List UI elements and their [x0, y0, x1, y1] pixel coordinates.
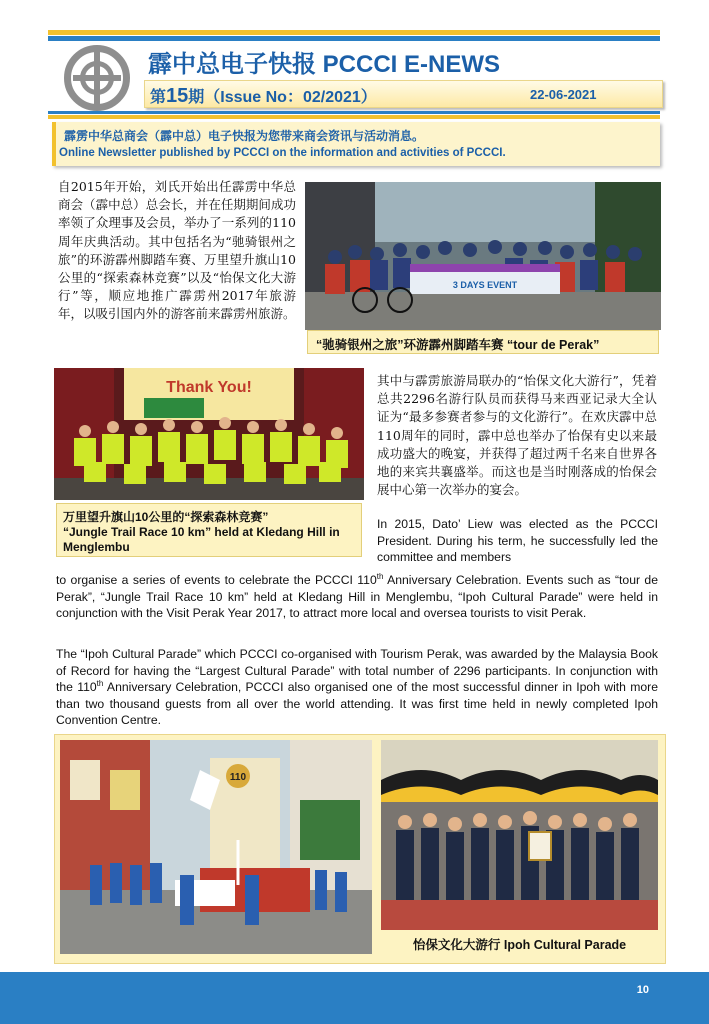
issue-number: 第15期（Issue No：02/2021） — [150, 85, 377, 107]
article-zh-paragraph-1: 自2015年开始，刘氏开始出任霹雳中华总商会（霹中总）总会长，并在任期期间成功率领了众理事及会员，举办了一系列的110周年庆典活动。其中包括名为“驰骑银州之旅”的环游霹州脚踏车赛、万里望升旗山10公里的“探索森林竞赛”以及“怡保文化大游行”等，顺应地推广霹雳州2017年旅游年，以吸引国内外的游客前来霹雳州旅游。 — [58, 179, 296, 322]
parade-street-photo — [60, 740, 372, 954]
mid-yellow-band — [48, 115, 660, 119]
newsletter-title: 霹中总电子快报 PCCCI E-NEWS — [148, 51, 501, 78]
top-blue-band — [48, 36, 660, 41]
parade-caption — [381, 930, 658, 954]
page-number: 10 — [636, 984, 649, 996]
article-en-paragraph-1b: to organise a series of events to celebrate the PCCCI 110th Anniversary Celebration. Events such as “tour de Perak”, “Jungle Trail Race 10 km” held at Kledang Hill in Menglembu, “Ipoh Cultural Parade” were held in conjunction with the Visit Perak Year 2017, to attract more local and oversea tourists to visit Perak. — [56, 571, 658, 620]
footer-band — [0, 972, 709, 1024]
jungle-banner-text: Thank You! — [166, 379, 252, 396]
parade-float-number: 110 — [229, 772, 247, 783]
jungle-caption-en: “Jungle Trail Race 10 km” held at Kledang Hill in Menglembu — [63, 525, 340, 554]
article-en-paragraph-2: The “Ipoh Cultural Parade” which PCCCI co-organised with Tourism Perak, was awarded by the Malaysia Book of Record for having the “Largest Cultural Parade” with total number of 2296 participants. In conjunction with the 110th Anniversary Celebration, PCCCI also organised one of the most successful dinner in Ipoh with more than two thousand guests from all over the world attending. It was first time held in newly completed Ipoh Convention Centre. — [56, 647, 658, 727]
parade-caption-text: 怡保文化大游行 Ipoh Cultural Parade — [412, 938, 627, 952]
pcci-logo — [64, 45, 130, 111]
intro-english: Online Newsletter published by PCCCI on the information and activities of PCCCI. — [59, 147, 506, 159]
mid-blue-band — [48, 111, 660, 114]
tour-banner-text: 3 DAYS EVENT — [452, 280, 518, 290]
jungle-trail-race-caption — [56, 503, 362, 557]
parade-award-photo — [381, 740, 658, 930]
top-yellow-band — [48, 30, 660, 35]
article-zh-paragraph-2: 其中与霹雳旅游局联办的“怡保文化大游行”，凭着总共2296名游行队员而获得马来西亚记录大全认证为“最多参赛者参与的文化游行”。在欢庆霹中总110周年的同时，霹中总也举办了怡保有史以来最成功盛大的晚宴，并获得了超过两千名来自世界各地的来宾共襄盛举。而这也是当时刚落成的怡保会展中心第一次举办的宴会。 — [377, 373, 657, 498]
jungle-trail-race-photo — [54, 368, 364, 500]
intro-chinese: 霹雳中华总商会（霹中总）电子快报为您带来商会资讯与活动消息。 — [64, 129, 425, 143]
tour-de-perak-caption — [307, 330, 659, 354]
tour-de-perak-photo — [305, 182, 661, 330]
article-en-paragraph-1a: In 2015, Dato’ Liew was elected as the PCCCI President. During his term, he successfully led the committee and members — [377, 517, 658, 564]
tour-de-perak-caption-text: “驰骑银州之旅”环游霹州脚踏车赛 “tour de Perak” — [316, 338, 600, 352]
jungle-caption-zh: 万里望升旗山10公里的“探索森林竞赛” — [63, 510, 269, 524]
issue-date: 22-06-2021 — [530, 87, 597, 102]
